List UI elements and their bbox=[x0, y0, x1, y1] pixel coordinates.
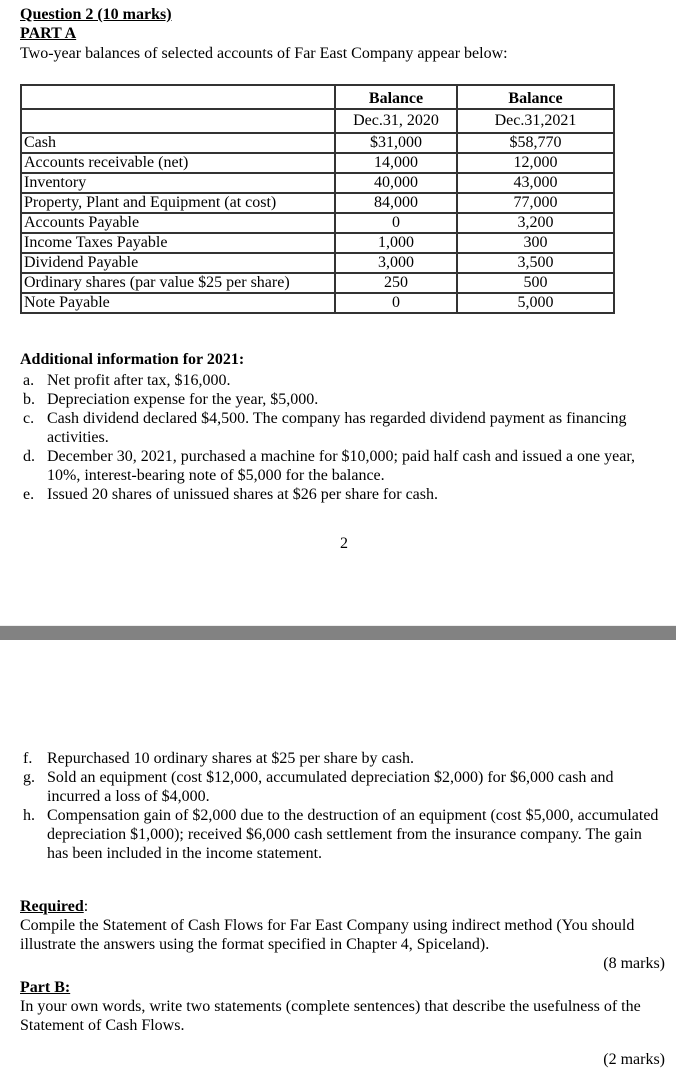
additional-info-list-continued bbox=[20, 749, 660, 863]
item-marker: h. bbox=[23, 807, 35, 824]
item-marker: e. bbox=[23, 486, 35, 503]
item-marker: g. bbox=[23, 769, 35, 786]
account-name: Accounts receivable (net) bbox=[21, 153, 335, 173]
list-item bbox=[20, 806, 660, 863]
item-marker: a. bbox=[23, 372, 35, 389]
balance-cell: 250 bbox=[335, 273, 457, 293]
required-marks: (8 marks) bbox=[603, 955, 665, 972]
balance-cell: 0 bbox=[335, 213, 457, 233]
balance-cell: 77,000 bbox=[457, 193, 614, 213]
required-text: Compile the Statement of Cash Flows for Far East Company using indirect method (You should illustrate the answers using the format specified in Chapter 4, Spiceland). bbox=[20, 917, 635, 953]
table-header-row bbox=[21, 109, 614, 133]
table-row bbox=[21, 193, 614, 213]
balance-cell: 43,000 bbox=[457, 173, 614, 193]
table-row bbox=[21, 213, 614, 233]
balance-cell: 500 bbox=[457, 273, 614, 293]
part-b-marks: (2 marks) bbox=[603, 1051, 665, 1068]
item-marker: b. bbox=[23, 391, 35, 408]
intro-text: Two-year balances of selected accounts of Far East Company appear below: bbox=[20, 45, 508, 62]
table-row bbox=[21, 133, 614, 153]
table-row bbox=[21, 273, 614, 293]
item-text: Repurchased 10 ordinary shares at $25 per share by cash. bbox=[47, 750, 414, 767]
list-item bbox=[20, 409, 660, 447]
header-cell bbox=[21, 85, 335, 109]
part-b-heading: Part B: bbox=[20, 979, 71, 996]
page-number: 2 bbox=[340, 535, 348, 552]
account-name: Ordinary shares (par value $25 per share) bbox=[21, 273, 335, 293]
additional-info-list bbox=[20, 371, 660, 504]
required-colon: : bbox=[83, 898, 89, 915]
list-item bbox=[20, 485, 660, 504]
balance-cell: 300 bbox=[457, 233, 614, 253]
item-text: December 30, 2021, purchased a machine for $10,000; paid half cash and issued a one year, 10%, interest-bearing note of $5,000 for the balance. bbox=[47, 448, 636, 484]
table-row bbox=[21, 153, 614, 173]
balance-cell: $31,000 bbox=[335, 133, 457, 153]
required-label: Required bbox=[20, 898, 84, 915]
header-cell bbox=[21, 109, 335, 133]
header-cell: Balance bbox=[335, 85, 457, 109]
header-cell: Dec.31,2021 bbox=[457, 109, 614, 133]
item-marker: f. bbox=[23, 750, 33, 767]
account-name: Note Payable bbox=[21, 293, 335, 313]
question-title: Question 2 (10 marks) bbox=[20, 6, 172, 23]
account-name: Accounts Payable bbox=[21, 213, 335, 233]
list-item bbox=[20, 390, 660, 409]
balance-cell: 40,000 bbox=[335, 173, 457, 193]
page-separator bbox=[0, 625, 676, 640]
balance-cell: 84,000 bbox=[335, 193, 457, 213]
list-item bbox=[20, 447, 660, 485]
table-row bbox=[21, 253, 614, 273]
item-text: Cash dividend declared $4,500. The company has regarded dividend payment as financing activities. bbox=[47, 410, 627, 446]
balance-cell: 1,000 bbox=[335, 233, 457, 253]
list-item bbox=[20, 749, 660, 768]
balance-cell: 12,000 bbox=[457, 153, 614, 173]
account-name: Inventory bbox=[21, 173, 335, 193]
balance-cell: 3,000 bbox=[335, 253, 457, 273]
part-a-heading: PART A bbox=[20, 25, 77, 42]
item-marker: c. bbox=[23, 410, 35, 427]
table-row bbox=[21, 233, 614, 253]
item-text: Issued 20 shares of unissued shares at $26 per share for cash. bbox=[47, 486, 438, 503]
account-name: Dividend Payable bbox=[21, 253, 335, 273]
balance-cell: 14,000 bbox=[335, 153, 457, 173]
balance-cell: 0 bbox=[335, 293, 457, 313]
list-item bbox=[20, 371, 660, 390]
part-b-text: In your own words, write two statements (complete sentences) that describe the usefulness of the Statement of Cash Flows. bbox=[20, 998, 641, 1034]
item-text: Compensation gain of $2,000 due to the destruction of an equipment (cost $5,000, accumulated depreciation $1,000); received $6,000 cash settlement from the insurance company. The gain has been included in the income statement. bbox=[47, 807, 659, 862]
item-marker: d. bbox=[23, 448, 35, 465]
item-text: Depreciation expense for the year, $5,000. bbox=[47, 391, 319, 408]
balances-table bbox=[20, 84, 615, 314]
balance-cell: 3,500 bbox=[457, 253, 614, 273]
balance-cell: 3,200 bbox=[457, 213, 614, 233]
list-item bbox=[20, 768, 660, 806]
table-header-row bbox=[21, 85, 614, 109]
account-name: Property, Plant and Equipment (at cost) bbox=[21, 193, 335, 213]
balance-cell: $58,770 bbox=[457, 133, 614, 153]
balance-cell: 5,000 bbox=[457, 293, 614, 313]
header-cell: Dec.31, 2020 bbox=[335, 109, 457, 133]
table-row bbox=[21, 173, 614, 193]
table-row bbox=[21, 293, 614, 313]
item-text: Net profit after tax, $16,000. bbox=[47, 372, 231, 389]
item-text: Sold an equipment (cost $12,000, accumulated depreciation $2,000) for $6,000 cash and incurred a loss of $4,000. bbox=[47, 769, 614, 805]
account-name: Cash bbox=[21, 133, 335, 153]
header-cell: Balance bbox=[457, 85, 614, 109]
additional-heading: Additional information for 2021: bbox=[20, 351, 245, 368]
account-name: Income Taxes Payable bbox=[21, 233, 335, 253]
